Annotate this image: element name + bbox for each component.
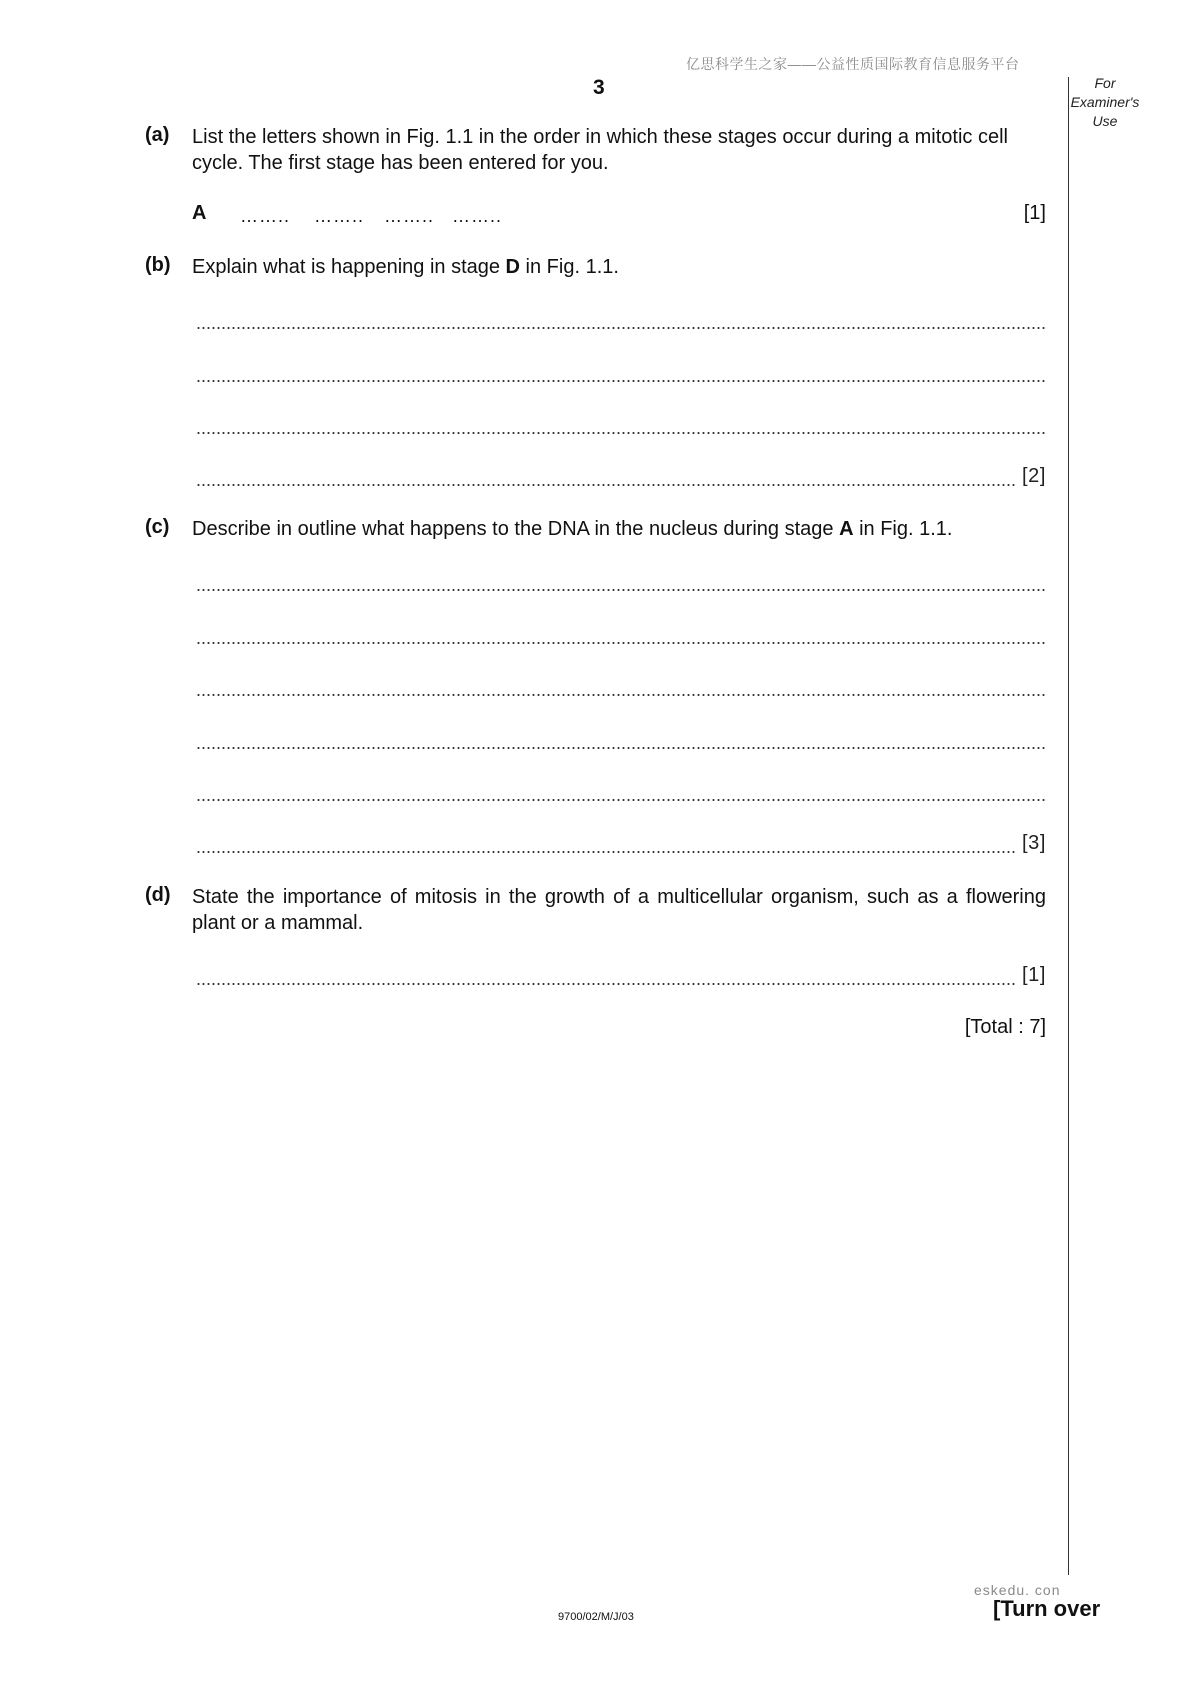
answer-d-line-1[interactable] [196, 963, 1046, 987]
answer-b-line-4[interactable] [196, 464, 1046, 488]
examiner-margin-rule [1068, 77, 1069, 1575]
examiner-margin-note [1068, 74, 1142, 131]
answer-c-line-3[interactable] [196, 674, 1046, 698]
question-d-label: (d) [145, 884, 171, 906]
answer-c-line-1[interactable] [196, 569, 1046, 593]
watermark-text: 亿思科学生之家——公益性质国际教育信息服务平台 [686, 56, 1020, 72]
question-c-text-after: in Fig. 1.1. [853, 518, 953, 540]
page-number: 3 [593, 76, 605, 99]
question-b-stage: D [505, 256, 520, 278]
answer-c-line-4[interactable] [196, 727, 1046, 751]
margin-note-line: Use [1092, 113, 1118, 129]
question-c-stage: A [839, 518, 854, 540]
answer-a-blank-1[interactable]: …….. [240, 206, 291, 226]
answer-b-line-3[interactable] [196, 412, 1046, 436]
question-a-text: List the letters shown in Fig. 1.1 in the order in which these stages occur during a mitotic cell cycle. The first stage has been entered for you. [192, 126, 1008, 174]
question-c-label: (c) [145, 516, 170, 538]
margin-note-line: Examiner's [1070, 94, 1140, 110]
question-a-label: (a) [145, 124, 170, 146]
paper-code: 9700/02/M/J/03 [558, 1611, 634, 1623]
turn-over-label: [Turn over [993, 1596, 1101, 1621]
question-c-mark: [3] [1021, 832, 1046, 854]
question-b-text-after: in Fig. 1.1. [520, 256, 619, 278]
answer-a-blank-4[interactable]: …….. [452, 206, 503, 226]
margin-note-line: For [1094, 75, 1116, 91]
answer-a-blank-3[interactable]: …….. [384, 206, 435, 226]
answer-b-line-1[interactable] [196, 307, 1046, 331]
answer-b-line-2[interactable] [196, 360, 1046, 384]
question-c-text-before: Describe in outline what happens to the DNA in the nucleus during stage [192, 518, 840, 540]
answer-a-first-stage: A [192, 202, 207, 224]
total-mark: [Total : 7] [964, 1016, 1046, 1038]
question-b-text [192, 254, 1046, 280]
footer-watermark: eskedu. con [974, 1582, 1061, 1598]
question-b-label: (b) [145, 254, 171, 276]
answer-c-line-5[interactable] [196, 779, 1046, 803]
question-d-text: State the importance of mitosis in the growth of a multicellular organism, such as a flowering plant or a mammal. [192, 886, 1046, 934]
question-b-text-before: Explain what is happening in stage [192, 256, 506, 278]
question-a-mark: [1] [1023, 202, 1046, 224]
answer-c-line-2[interactable] [196, 622, 1046, 646]
question-d-mark: [1] [1021, 964, 1046, 986]
answer-a-blank-2[interactable]: …….. [314, 206, 365, 226]
question-b-mark: [2] [1021, 465, 1046, 487]
answer-c-line-6[interactable] [196, 831, 1046, 855]
question-c-text [192, 516, 1046, 542]
